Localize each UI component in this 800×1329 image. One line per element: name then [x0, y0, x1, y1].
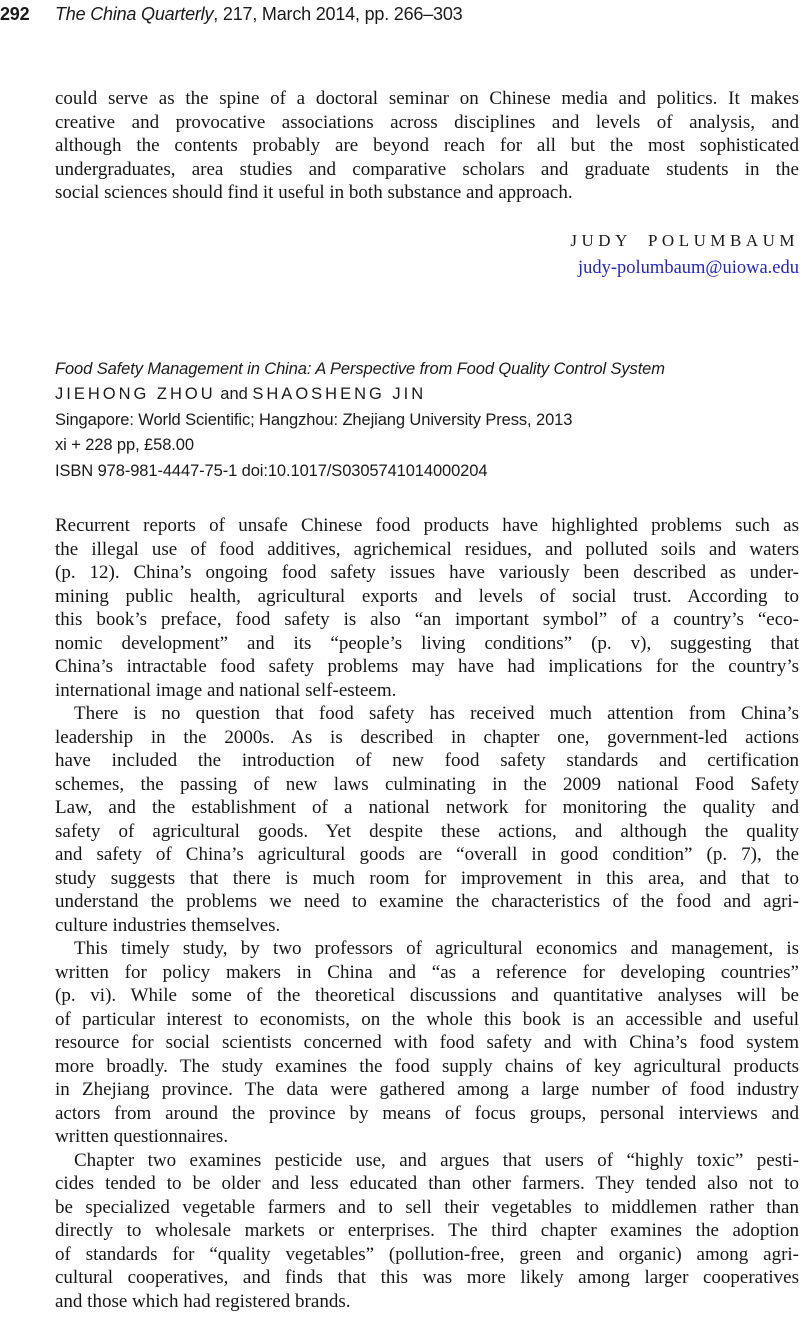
text-line: have included the introduction of new food safety standards and certification — [55, 750, 799, 771]
text-line: leadership in the 2000s. As is described in chapter one, government-led actions — [55, 726, 799, 748]
text-line: cides tended to be older and less educated than other farmers. They tended also not to — [55, 1173, 799, 1194]
reviewer-signoff — [55, 229, 799, 281]
text-line: (p. 12). China’s ongoing food safety issues have variously been described as under- — [55, 562, 799, 583]
book-title: Food Safety Management in China: A Perspective from Food Quality Control System — [55, 359, 665, 378]
text-line: more broadly. The study examines the food supply chains of key agricultural products — [55, 1055, 799, 1077]
text-line: schemes, the passing of new laws culminating in the 2009 national Food Safety — [55, 773, 799, 795]
text-line: Law, and the establishment of a national network for monitoring the quality and — [55, 797, 799, 818]
text-line: although the contents probably are beyond reach for all but the most sophisticated — [55, 135, 799, 156]
running-header — [0, 0, 800, 25]
text-line: resource for social scientists concerned with food safety and with China’s food system — [55, 1032, 799, 1053]
text-column — [55, 87, 799, 1313]
text-line: study suggests that there is much room for improvement in this area, and that to — [55, 867, 799, 889]
text-line: cultural cooperatives, and finds that this was more likely among larger cooperatives — [55, 1267, 799, 1288]
text-line: Chapter two examines pesticide use, and argues that users of “highly toxic” pesti- — [74, 1149, 799, 1171]
text-line: international image and national self-esteem. — [55, 679, 397, 701]
text-line: Recurrent reports of unsafe Chinese food products have highlighted problems such as — [55, 515, 799, 536]
text-line: the illegal use of food additives, agrichemical residues, and polluted soils and waters — [55, 538, 799, 560]
text-line: and those which had registered brands. — [55, 1290, 351, 1312]
review-paragraph — [55, 702, 799, 937]
page-number: 292 — [0, 4, 30, 24]
text-line: There is no question that food safety has received much attention from China’s — [74, 703, 799, 724]
review-body — [55, 514, 799, 1313]
text-line: could serve as the spine of a doctoral seminar on Chinese media and politics. It makes — [55, 88, 799, 109]
book-author-2: SHAOSHENG JIN — [252, 385, 427, 403]
text-line: this book’s preface, food safety is also “an important symbol” of a country’s “eco- — [55, 609, 799, 630]
book-publisher-line: Singapore: World Scientific; Hangzhou: Zhejiang University Press, 2013 — [55, 410, 573, 429]
text-line: China’s intractable food safety problems may have had implications for the country’s — [55, 656, 799, 677]
text-line: nomic development” and its “people’s living conditions” (p. v), suggesting that — [55, 632, 799, 654]
text-line: written for policy makers in China and “as a reference for developing countries” — [55, 961, 799, 983]
review-paragraph — [55, 1149, 799, 1314]
book-author-1: JIEHONG ZHOU — [55, 385, 216, 403]
reviewer-email-link[interactable]: judy-polumbaum@uiowa.edu — [577, 257, 799, 278]
book-authors — [55, 382, 799, 408]
reviewer-name: JUDY POLUMBAUM — [570, 230, 799, 250]
review-paragraph — [55, 937, 799, 1149]
text-line: understand the problems we need to examine the characteristics of the food and agri- — [55, 891, 799, 912]
text-line: of standards for “quality vegetables” (pollution-free, green and organic) among agri- — [55, 1243, 799, 1265]
review-paragraph — [55, 514, 799, 702]
book-citation — [55, 357, 799, 485]
text-line: be specialized vegetable farmers and to sell their vegetables to middlemen rather than — [55, 1196, 799, 1218]
text-line: directly to wholesale markets or enterprises. The third chapter examines the adoption — [55, 1220, 799, 1241]
book-isbn-doi: ISBN 978-981-4447-75-1 doi:10.1017/S0305741014000204 — [55, 461, 488, 480]
authors-conjunction: and — [220, 385, 248, 403]
book-extent-price: xi + 228 pp, £58.00 — [55, 436, 194, 454]
text-line: social sciences should find it useful in both substance and approach. — [55, 182, 573, 203]
text-line: culture industries themselves. — [55, 914, 281, 936]
text-line: safety of agricultural goods. Yet despite these actions, and although the quality — [55, 820, 799, 842]
text-line: of particular interest to economists, on the whole this book is an accessible and useful — [55, 1008, 799, 1030]
running-title — [55, 3, 462, 25]
text-line: creative and provocative associations across disciplines and levels of analysis, and — [55, 111, 799, 133]
text-line: undergraduates, area studies and comparative scholars and graduate students in the — [55, 158, 799, 180]
text-line: in Zhejiang province. The data were gathered among a large number of food industry — [55, 1079, 799, 1100]
text-line: written questionnaires. — [55, 1126, 229, 1147]
text-line: This timely study, by two professors of agricultural economics and management, is — [74, 938, 799, 959]
text-line: and safety of China’s agricultural goods are “overall in good condition” (p. 7), the — [55, 844, 799, 865]
journal-title: The China Quarterly — [55, 4, 214, 24]
text-line: (p. vi). While some of the theoretical discussions and quantitative analyses will be — [55, 985, 799, 1006]
previous-review-continuation — [55, 87, 799, 205]
text-line: mining public health, agricultural exports and levels of social trust. According to — [55, 585, 799, 607]
text-line: actors from around the province by means of focus groups, personal interviews and — [55, 1102, 799, 1124]
journal-issue-info: , 217, March 2014, pp. 266–303 — [213, 4, 463, 24]
